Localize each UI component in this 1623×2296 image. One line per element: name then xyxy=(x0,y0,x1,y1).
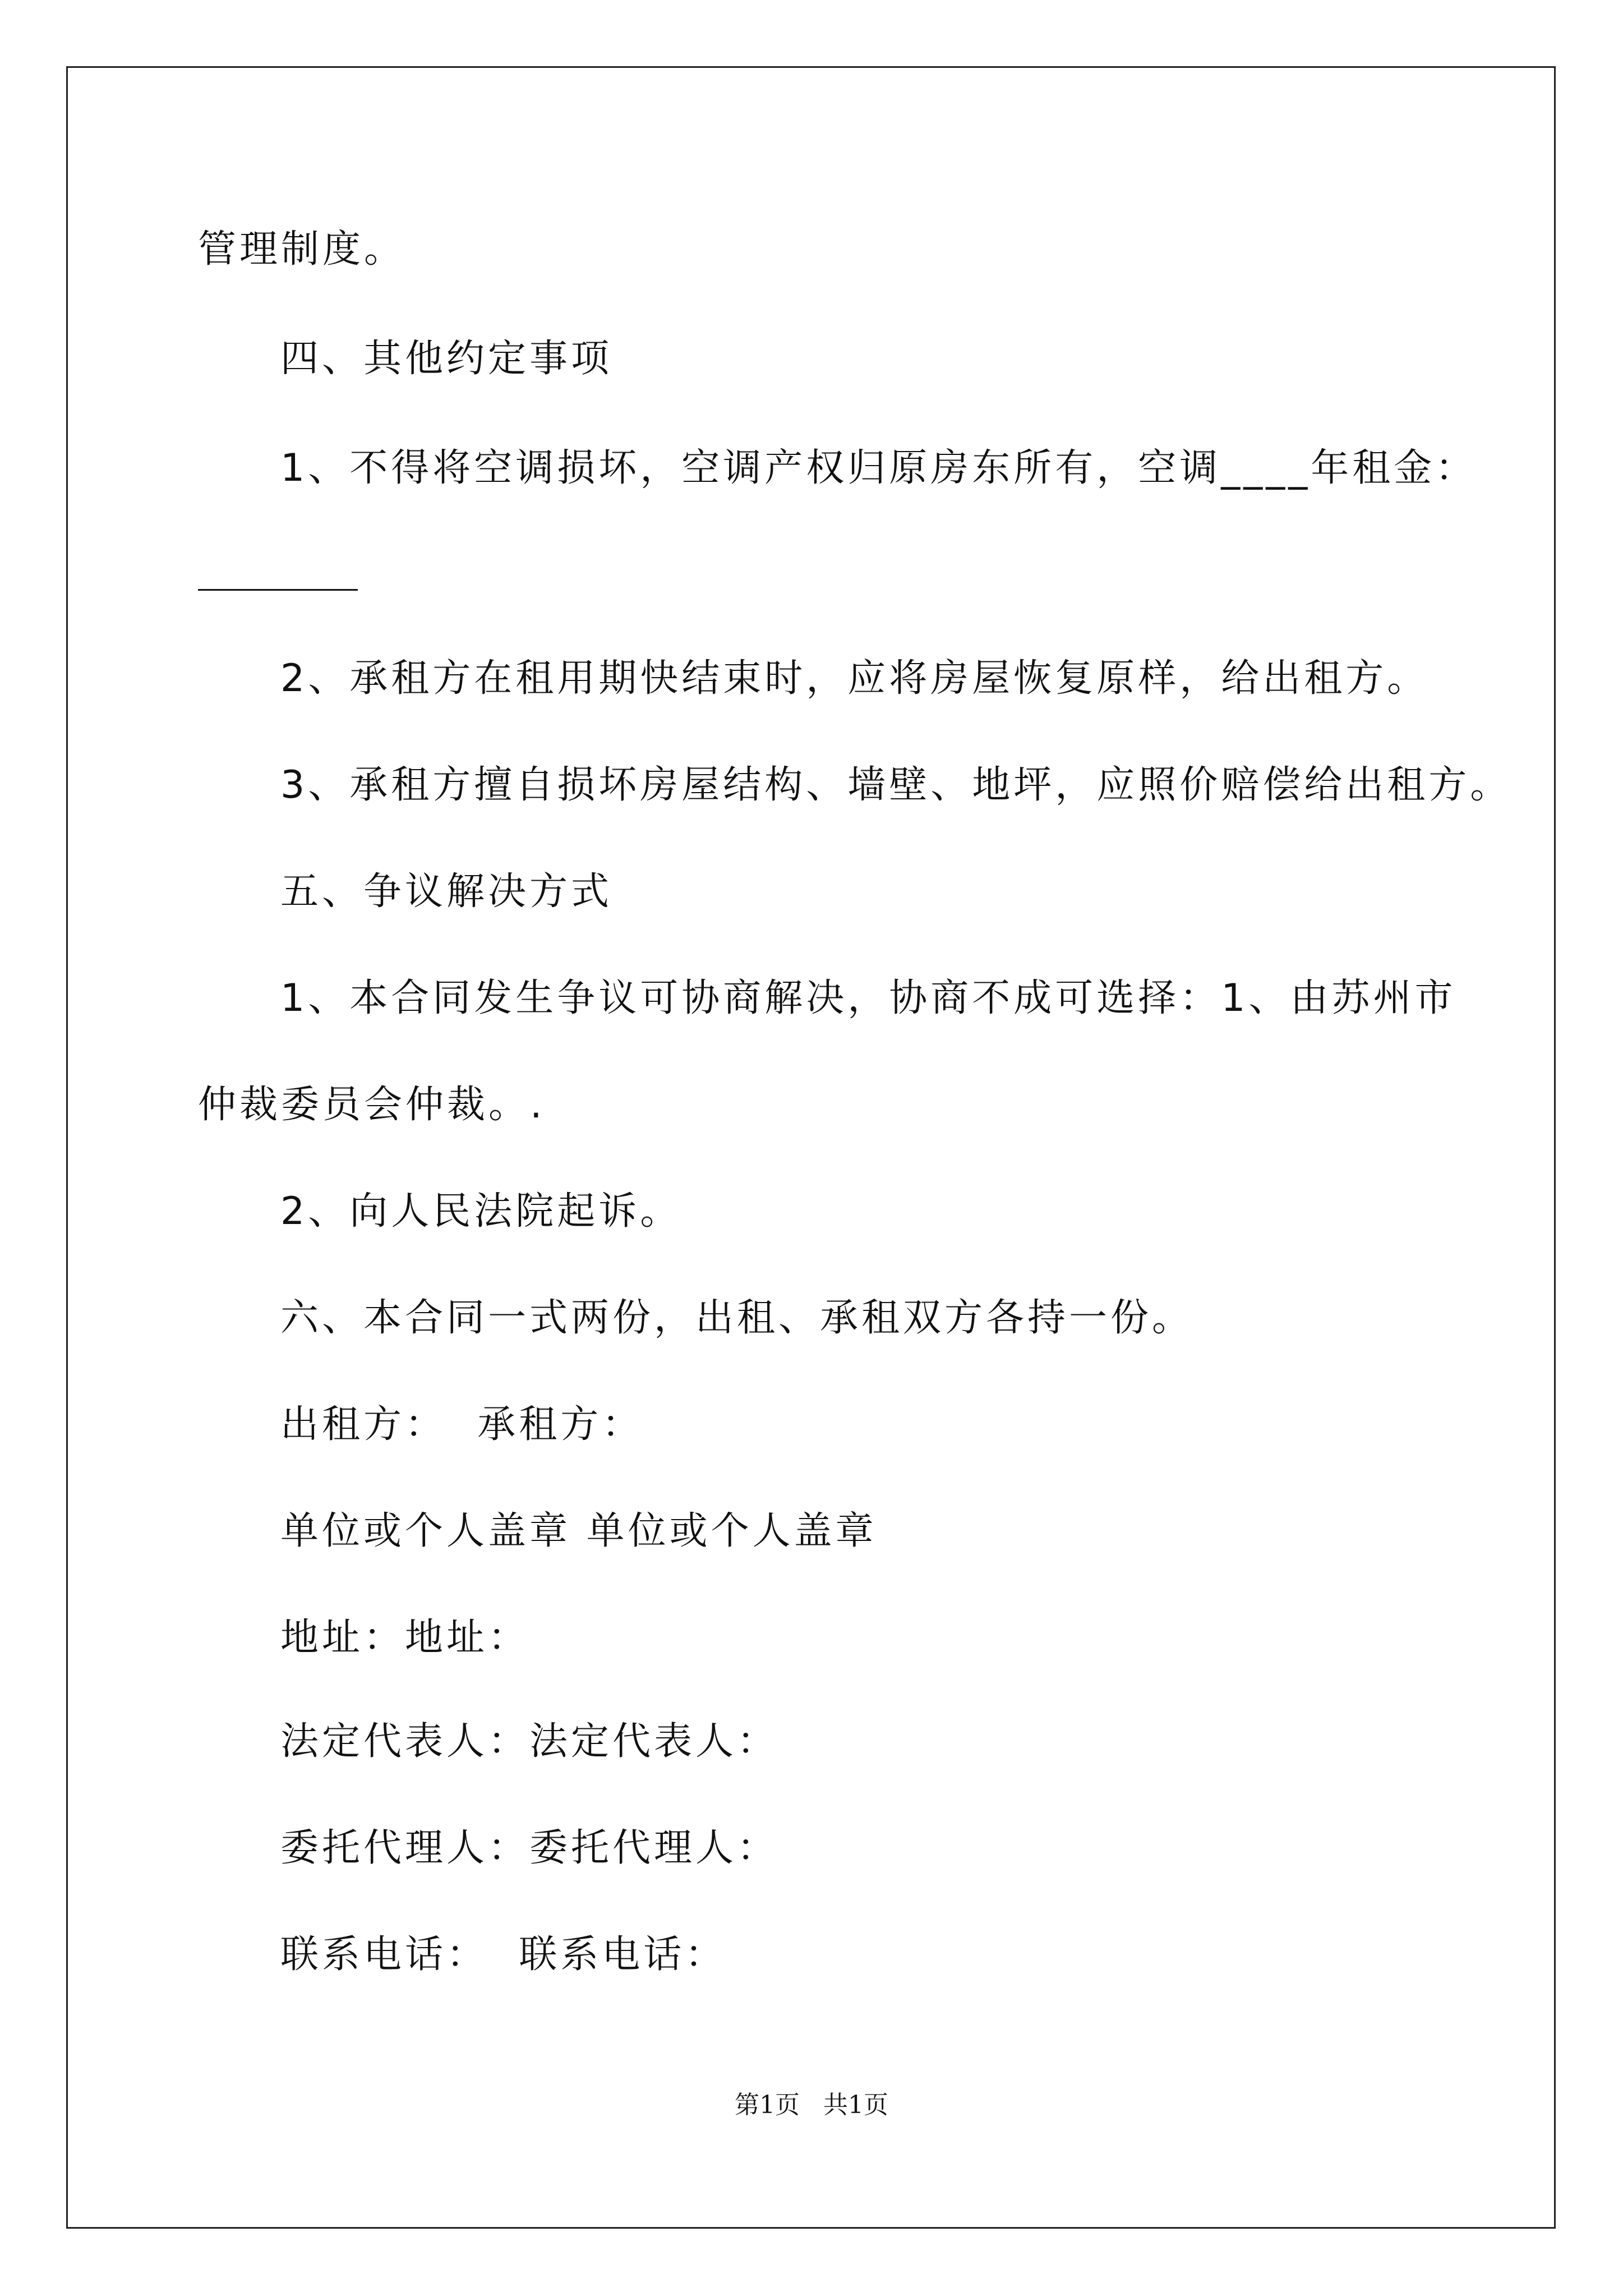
clause-court: 2、向人民法院起诉。 xyxy=(280,1189,682,1234)
signature-phone: 联系电话： 联系电话： xyxy=(280,1932,727,1977)
text-line-management-system: 管理制度。 xyxy=(198,227,406,272)
clause-arbitration: 1、本合同发生争议可协商解决，协商不成可选择：1、由苏州市 xyxy=(280,976,1456,1020)
signature-address: 地址：地址： xyxy=(280,1616,530,1660)
clause-arbitration-cont: 仲裁委员会仲裁。. xyxy=(198,1083,546,1127)
section-heading-copies: 六、本合同一式两份，出租、承租双方各持一份。 xyxy=(280,1296,1194,1340)
clause-restore-house: 2、承租方在租用期快结束时，应将房屋恢复原样，给出租方。 xyxy=(280,656,1429,701)
section-heading-dispute: 五、争议解决方式 xyxy=(280,869,613,914)
page-number-footer: 第1页 共1页 xyxy=(735,2091,888,2119)
signature-seal: 单位或个人盖章 单位或个人盖章 xyxy=(280,1509,877,1553)
signature-legal-rep: 法定代表人：法定代表人： xyxy=(280,1719,779,1764)
signature-parties: 出租方： 承租方： xyxy=(280,1402,644,1447)
signature-agent: 委托代理人：委托代理人： xyxy=(280,1826,779,1870)
clause-air-conditioner: 1、不得将空调损坏，空调产权归原房东所有，空调____年租金： xyxy=(280,446,1477,490)
page-border xyxy=(66,66,1556,2229)
section-heading-other-terms: 四、其他约定事项 xyxy=(280,337,613,381)
fill-in-blank-rent xyxy=(198,589,358,591)
clause-damage-compensation: 3、承租方擅自损坏房屋结构、墙壁、地坪，应照价赔偿给出租方。 xyxy=(280,763,1512,807)
